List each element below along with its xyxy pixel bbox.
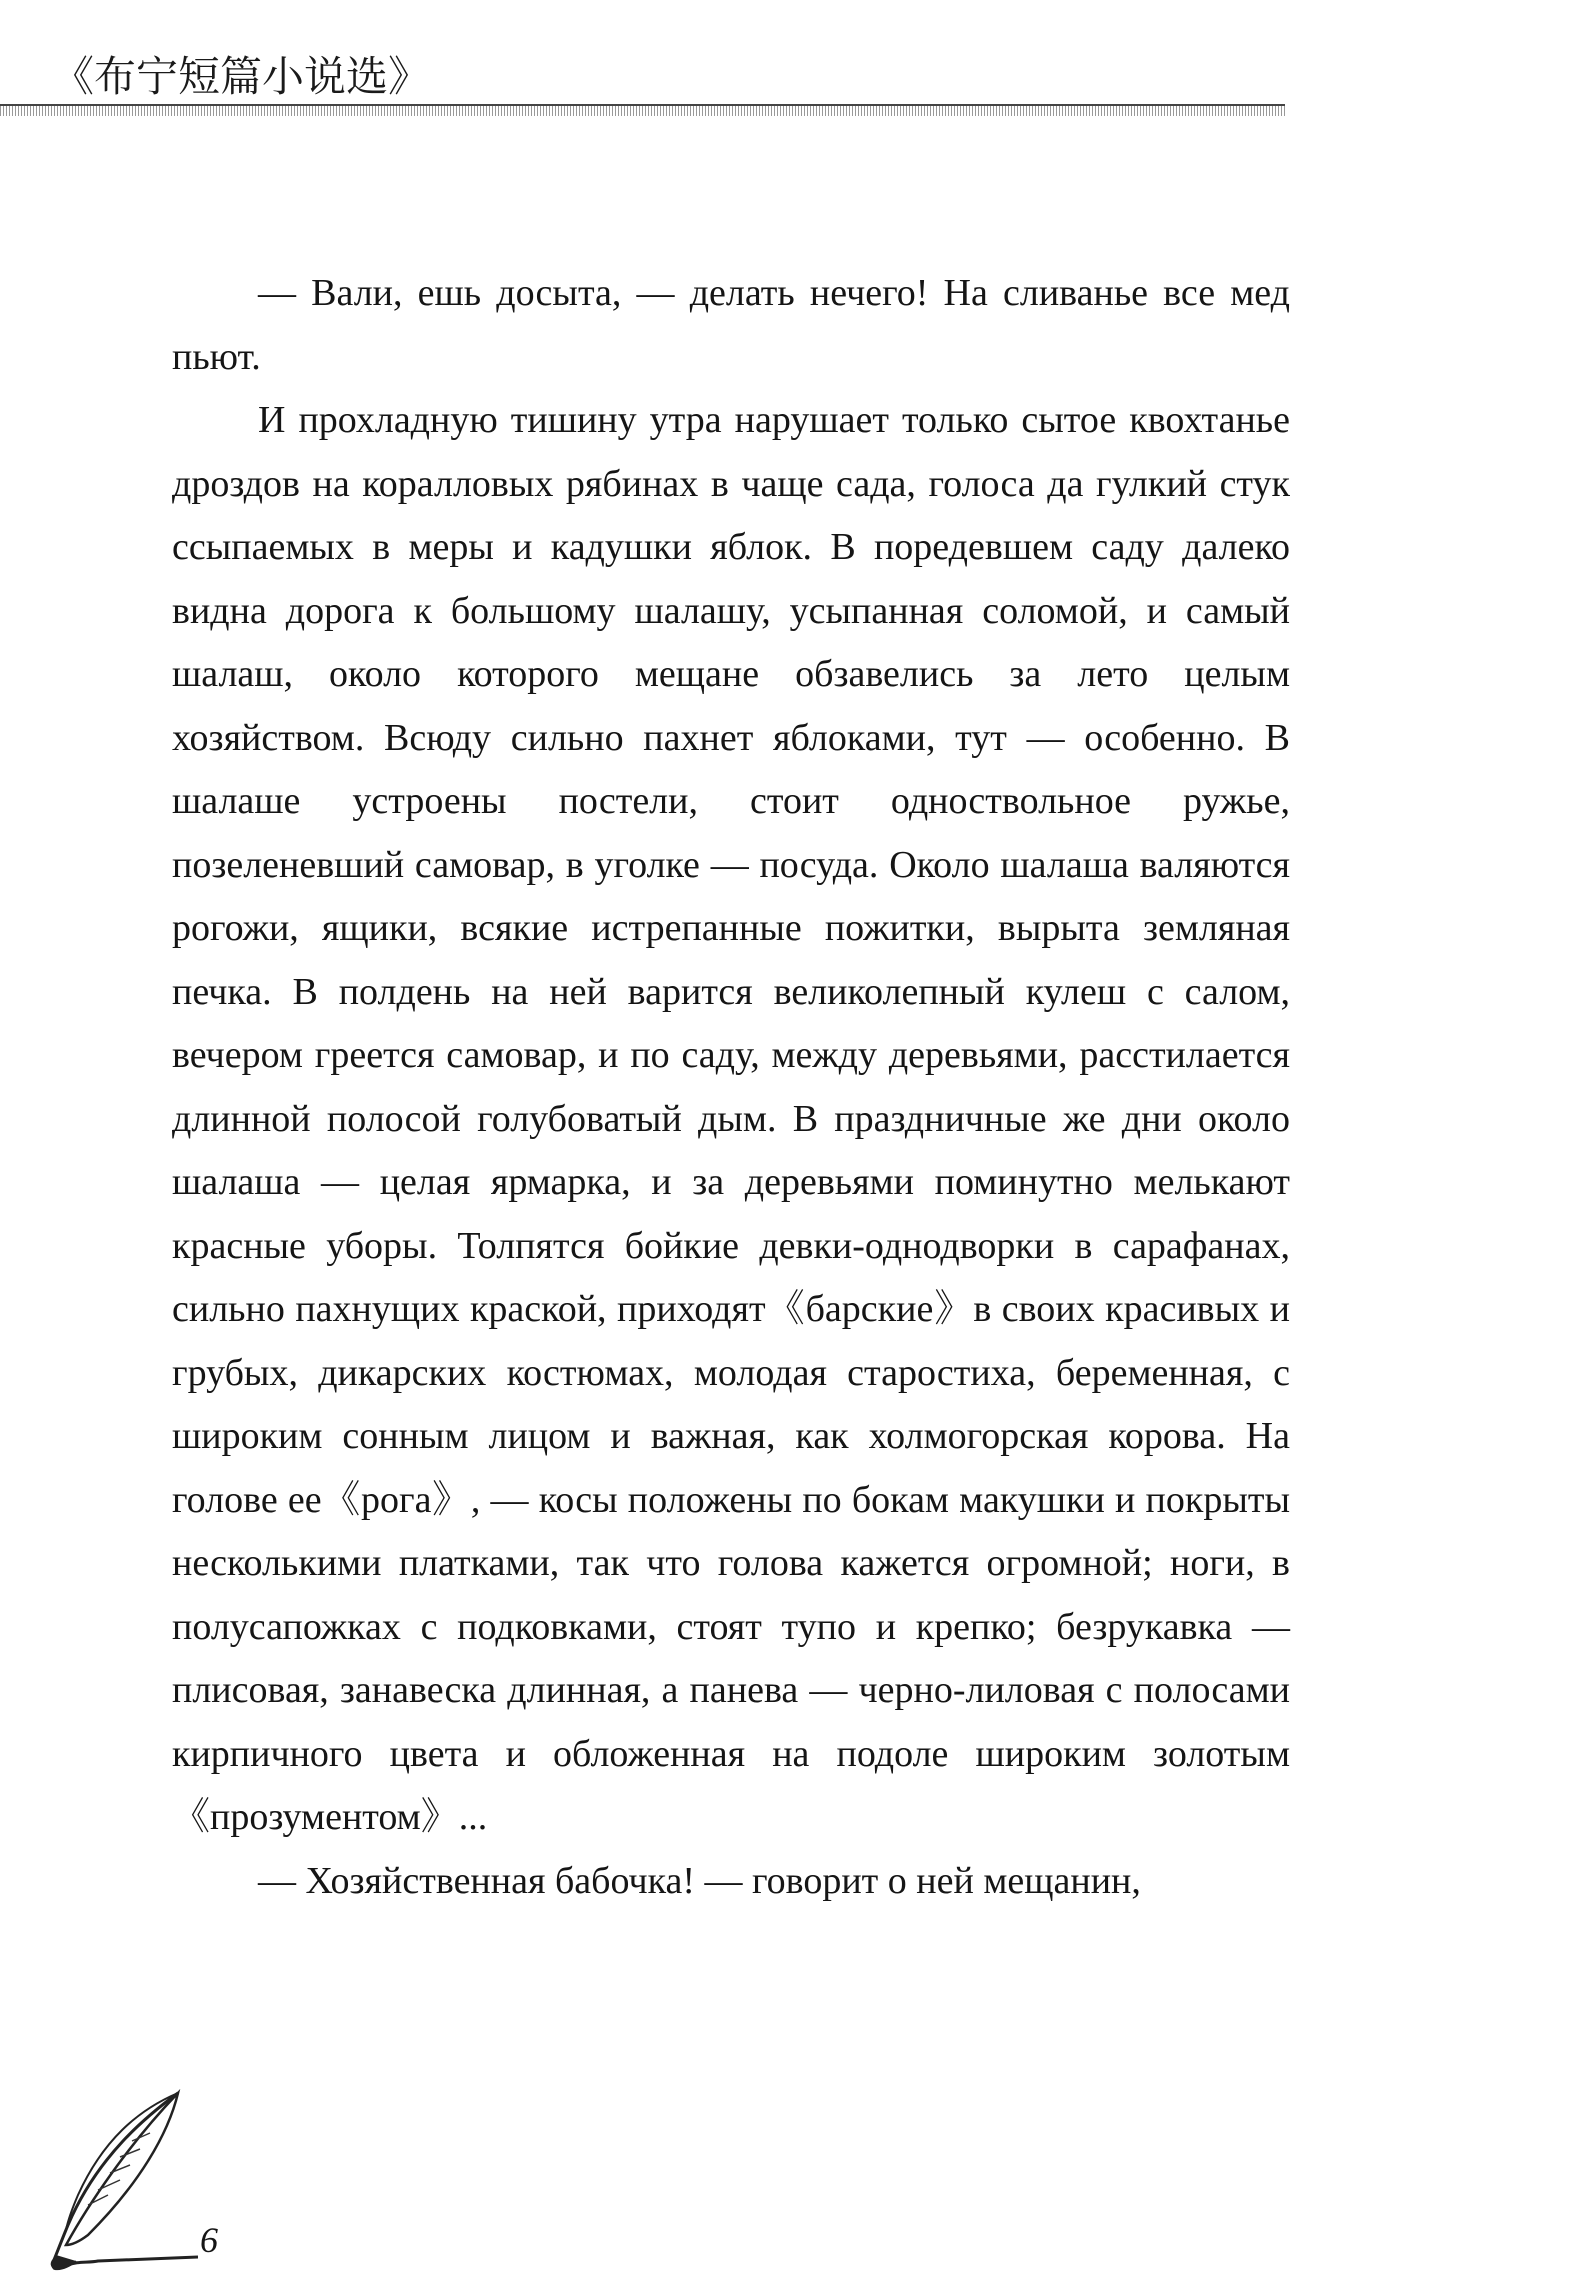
page-body bbox=[172, 262, 1290, 1913]
header-rule-shading bbox=[0, 106, 1285, 116]
paragraph-1: — Вали, ешь досыта, — делать нечего! На сливанье все мед пьют. bbox=[172, 272, 1290, 378]
quill-pen-icon bbox=[28, 2085, 198, 2275]
page-number: 6 bbox=[200, 2220, 218, 2260]
running-title: 《布宁短篇小说选》 bbox=[52, 55, 431, 101]
paragraph-3: — Хозяйственная бабочка! — говорит о ней мещанин, bbox=[258, 1859, 1141, 1902]
paragraph-2: И прохладную тишину утра нарушает только сытое квохтанье дроздов на коралловых рябинах в чаще сада, голоса да гулкий стук ссыпаемых в меры и кадушки яблок. В поредевшем саду далеко видна дорога к большому шалашу, усыпанная соломой, и самый шалаш, около которого мещане обзавелись за лето целым хозяйством. Всюду сильно пахнет яблоками, тут — особенно. В шалаше устроены постели, стоит одноствольное ружье, позеленевший самовар, в уголке — посуда. Около шалаша валяются рогожи, ящики, всякие истрепанные пожитки, вырыта земляная печка. В полдень на ней варится великолепный кулеш с салом, вечером греется самовар, и по саду, между деревьями, расстилается длинной полосой голубоватый дым. В праздничные же дни около шалаша — целая ярмарка, и за деревьями поминутно мелькают красные уборы. Толпятся бойкие девки-однодворки в сарафанах, сильно пахнущих краской, приходят《барские》в своих красивых и грубых, дикарских костюмах, молодая старостиха, беременная, с широким сонным лицом и важная, как холмогорская корова. На голове ее《рога》, — косы положены по бокам макушки и покрыты несколькими платками, так что голова кажется огромной; ноги, в полусапожках с подковками, стоят тупо и крепко; безрукавка — плисовая, занавеска длинная, а панева — черно-лиловая с полосами кирпичного цвета и обложенная на подоле широким золотым《прозументом》... bbox=[172, 399, 1290, 1838]
